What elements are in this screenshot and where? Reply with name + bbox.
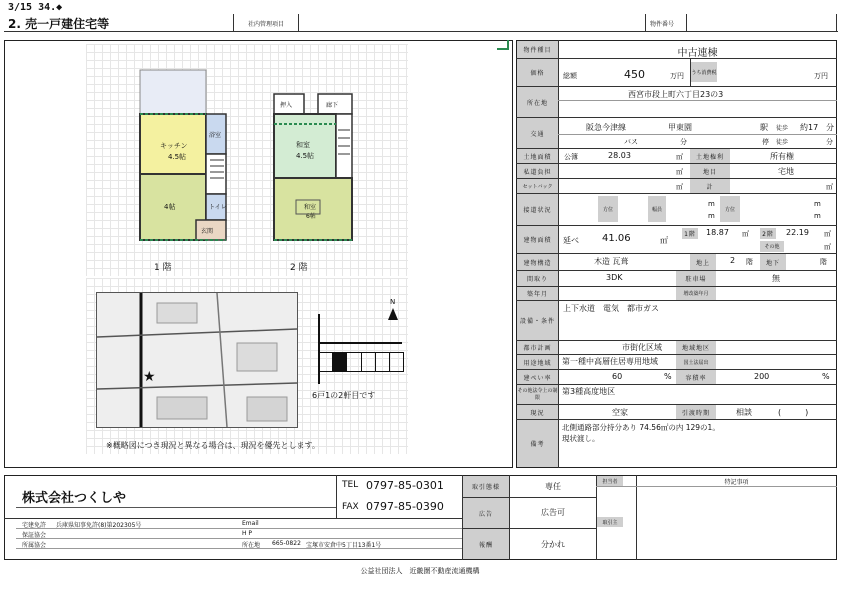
label-f1: 1階 bbox=[682, 228, 698, 239]
address-value: 宝塚市安倉中5丁目13番1号 bbox=[306, 542, 382, 549]
label-bcr: 建ぺい率 bbox=[517, 370, 558, 384]
bldg-area-unit: ㎡ bbox=[660, 236, 668, 245]
transport-line: 阪急今津線 bbox=[586, 123, 626, 132]
ad-value: 広告可 bbox=[541, 508, 565, 517]
label-city-plan: 都市計画 bbox=[517, 341, 558, 354]
label-chimoku: 地目 bbox=[690, 164, 730, 178]
bldg-area-value: 41.06 bbox=[602, 233, 631, 244]
label-kei: 計 bbox=[690, 179, 730, 193]
label-setback: セットバック bbox=[517, 179, 558, 193]
map-note: 6戸1の2軒目です bbox=[312, 391, 376, 400]
label-deal: 取引態様 bbox=[463, 476, 509, 497]
label-location: 所在地 bbox=[517, 87, 558, 117]
fee-value: 分かれ bbox=[541, 540, 565, 549]
transport-walk: 徒歩 bbox=[776, 125, 789, 132]
room-entrance: 玄関 bbox=[201, 228, 214, 235]
chimoku-value: 宅地 bbox=[778, 167, 794, 176]
f1-unit: ㎡ bbox=[742, 230, 749, 238]
location-map bbox=[96, 292, 298, 428]
mgmt-label: 社内管理項目 bbox=[248, 21, 285, 28]
license-label: 宅建免許 bbox=[22, 522, 47, 529]
row-houses-diagram bbox=[318, 352, 404, 372]
road-m-4: m bbox=[814, 212, 821, 220]
map-disclaimer: ※概略図につき現況と異なる場合は、現況を優先とします。 bbox=[106, 441, 320, 450]
association-name: 公益社団法人 近畿圏不動産流通機構 bbox=[360, 567, 480, 575]
special-label: 特記事項 bbox=[724, 479, 749, 486]
remarks-line-1: 北側通路部分持分あり 74.56㎡の内 129の1。 bbox=[562, 423, 720, 432]
label-land-law: 国土法届出 bbox=[676, 355, 716, 369]
company-name: 株式会社つくしや bbox=[22, 491, 127, 506]
other-limit-value: 第3種高度地区 bbox=[562, 387, 616, 396]
road-m-1: m bbox=[708, 200, 715, 208]
price-yen: 万円 bbox=[670, 72, 684, 80]
bldg-nobe: 延べ bbox=[563, 236, 579, 245]
road-dir-label: 方位 bbox=[598, 196, 618, 222]
transport-station: 甲東園 bbox=[668, 123, 692, 132]
use-value: 第一種中高層住居専用地域 bbox=[562, 357, 658, 366]
label-private-road: 私道負担 bbox=[517, 164, 558, 178]
kei-unit: ㎡ bbox=[826, 183, 833, 191]
floors-below-kai: 階 bbox=[820, 258, 827, 266]
bcr-pct: % bbox=[664, 372, 672, 381]
license-value: 兵庫県知事免許(8)第202305号 bbox=[56, 522, 142, 529]
room-toilet: トイレ bbox=[209, 204, 227, 211]
f1-area: 18.87 bbox=[706, 228, 729, 237]
structure-value: 木造 瓦葺 bbox=[594, 257, 629, 266]
floorplan-area bbox=[86, 44, 408, 276]
remarks-line-2: 現状渡し。 bbox=[562, 434, 600, 443]
land-right-value: 所有権 bbox=[770, 152, 794, 161]
floor-label-2f: 2 階 bbox=[290, 263, 308, 273]
transport-stop: 停 bbox=[762, 138, 769, 146]
setback-unit: ㎡ bbox=[676, 183, 683, 191]
road-dir-label-2: 方位 bbox=[720, 196, 740, 222]
room-hall: 廊下 bbox=[326, 102, 339, 109]
label-status: 現況 bbox=[517, 405, 558, 419]
label-fee: 報酬 bbox=[463, 529, 509, 559]
fax-label: FAX bbox=[342, 502, 359, 512]
label-land-right: 土地権利 bbox=[690, 149, 730, 163]
label-agent: 取引主 bbox=[597, 517, 623, 527]
facilities-value: 上下水道 電気 都市ガス bbox=[563, 304, 659, 313]
label-staff: 担当者 bbox=[597, 476, 623, 486]
label-remarks: 備考 bbox=[517, 420, 558, 467]
label-other-floor: その他 bbox=[760, 241, 784, 252]
room-kitchen-size: 4.5帖 bbox=[168, 153, 187, 161]
label-bldg-area: 建物面積 bbox=[517, 226, 558, 253]
bcr-value: 60 bbox=[612, 372, 623, 381]
far-pct: % bbox=[822, 372, 830, 381]
room-kitchen: キッチン bbox=[160, 142, 188, 150]
room-washitsu-1-size: 4.5帖 bbox=[296, 152, 315, 160]
tax-yen: 万円 bbox=[814, 72, 828, 80]
page-title: 2. 売一戸建住宅等 bbox=[8, 17, 110, 31]
addr-label: 所在地 bbox=[242, 542, 261, 549]
location-star-icon: ★ bbox=[143, 369, 156, 385]
tel-value: 0797-85-0301 bbox=[366, 479, 444, 492]
road-m-2: m bbox=[708, 212, 715, 220]
tel-label: TEL bbox=[342, 480, 359, 490]
room-storage: 押入 bbox=[280, 102, 293, 109]
f2-unit: ㎡ bbox=[824, 230, 831, 238]
room-washitsu-1: 和室 bbox=[296, 141, 310, 149]
room-bath: 浴室 bbox=[209, 132, 222, 139]
north-label: N bbox=[390, 298, 396, 306]
label-above: 地上 bbox=[690, 254, 716, 270]
handover-value: 相談 bbox=[736, 408, 752, 417]
road-m-3: m bbox=[814, 200, 821, 208]
road-width-label: 幅員 bbox=[648, 196, 666, 222]
zip-value: 665-0822 bbox=[272, 540, 301, 547]
label-other-limit: その他法令上の制限 bbox=[517, 385, 558, 404]
parking-value: 無 bbox=[772, 274, 780, 283]
deal-value: 専任 bbox=[545, 482, 561, 491]
layout-value: 3DK bbox=[606, 273, 623, 282]
floor-label-1f: 1 階 bbox=[154, 263, 172, 273]
label-price: 価格 bbox=[517, 59, 558, 86]
label-facilities: 設備・条件 bbox=[517, 301, 558, 340]
transport-minutes: 約17 bbox=[800, 123, 819, 132]
label-renovation: 増改築年月 bbox=[676, 287, 716, 300]
assoc-label: 所属協会 bbox=[22, 542, 47, 549]
transport-bus-fun: 分 bbox=[680, 138, 687, 146]
transport-stop-fun: 分 bbox=[826, 138, 833, 146]
floors-kai: 階 bbox=[746, 258, 753, 266]
label-below: 地下 bbox=[760, 254, 786, 270]
label-transport: 交通 bbox=[517, 118, 558, 148]
room-washitsu-2-size: 6帖 bbox=[306, 213, 316, 220]
room-4jo: 4帖 bbox=[164, 203, 176, 211]
label-zoning: 地域地区 bbox=[676, 341, 716, 354]
label-built: 築年月 bbox=[517, 287, 558, 300]
floors-above: 2 bbox=[730, 256, 736, 265]
north-arrow-icon bbox=[388, 308, 398, 320]
location-value: 西宮市段上町六丁目23の3 bbox=[628, 90, 724, 99]
handover-paren: ( ) bbox=[778, 408, 809, 417]
label-ad: 広告 bbox=[463, 498, 509, 528]
floorplan-drawing bbox=[86, 44, 408, 276]
label-use: 用途地域 bbox=[517, 355, 558, 369]
price-value: 450 bbox=[624, 68, 645, 81]
room-washitsu-2: 和室 bbox=[304, 204, 317, 211]
transport-eki: 駅 bbox=[760, 123, 768, 132]
f2-area: 22.19 bbox=[786, 228, 809, 237]
label-far: 容積率 bbox=[676, 370, 716, 384]
label-structure: 建物構造 bbox=[517, 254, 558, 270]
status-value: 空家 bbox=[612, 408, 628, 417]
price-total-label: 総額 bbox=[563, 72, 577, 80]
email-label: Email bbox=[242, 520, 259, 527]
other-floor-unit: ㎡ bbox=[824, 243, 831, 251]
transport-fun: 分 bbox=[826, 123, 834, 132]
land-area-unit: ㎡ bbox=[676, 153, 683, 161]
private-road-unit: ㎡ bbox=[676, 168, 683, 176]
label-road: 接道状況 bbox=[517, 194, 558, 225]
transport-stop-walk: 徒歩 bbox=[776, 139, 789, 146]
label-handover: 引渡時期 bbox=[676, 405, 716, 419]
far-value: 200 bbox=[754, 372, 770, 381]
label-parking: 駐車場 bbox=[676, 271, 716, 286]
land-kouba: 公簿 bbox=[564, 153, 578, 161]
label-type: 物件種目 bbox=[517, 41, 558, 58]
transport-bus: バス bbox=[624, 138, 638, 146]
property-no-label: 物件番号 bbox=[650, 21, 675, 28]
type-value: 中古連棟 bbox=[677, 48, 718, 59]
label-layout: 間取り bbox=[517, 271, 558, 286]
fax-value: 0797-85-0390 bbox=[366, 500, 444, 513]
hp-label: H P bbox=[242, 530, 253, 537]
map-area bbox=[86, 278, 408, 454]
land-area-value: 28.03 bbox=[608, 151, 631, 160]
label-land-area: 土地面積 bbox=[517, 149, 558, 163]
green-corner-mark bbox=[497, 40, 509, 50]
label-tax: うち消費税 bbox=[691, 62, 717, 82]
city-plan-value: 市街化区域 bbox=[622, 343, 662, 352]
document-ref: 3/15 34.◆ bbox=[8, 2, 63, 13]
label-f2: 2階 bbox=[760, 228, 776, 239]
guarantee-label: 保証協会 bbox=[22, 532, 47, 539]
